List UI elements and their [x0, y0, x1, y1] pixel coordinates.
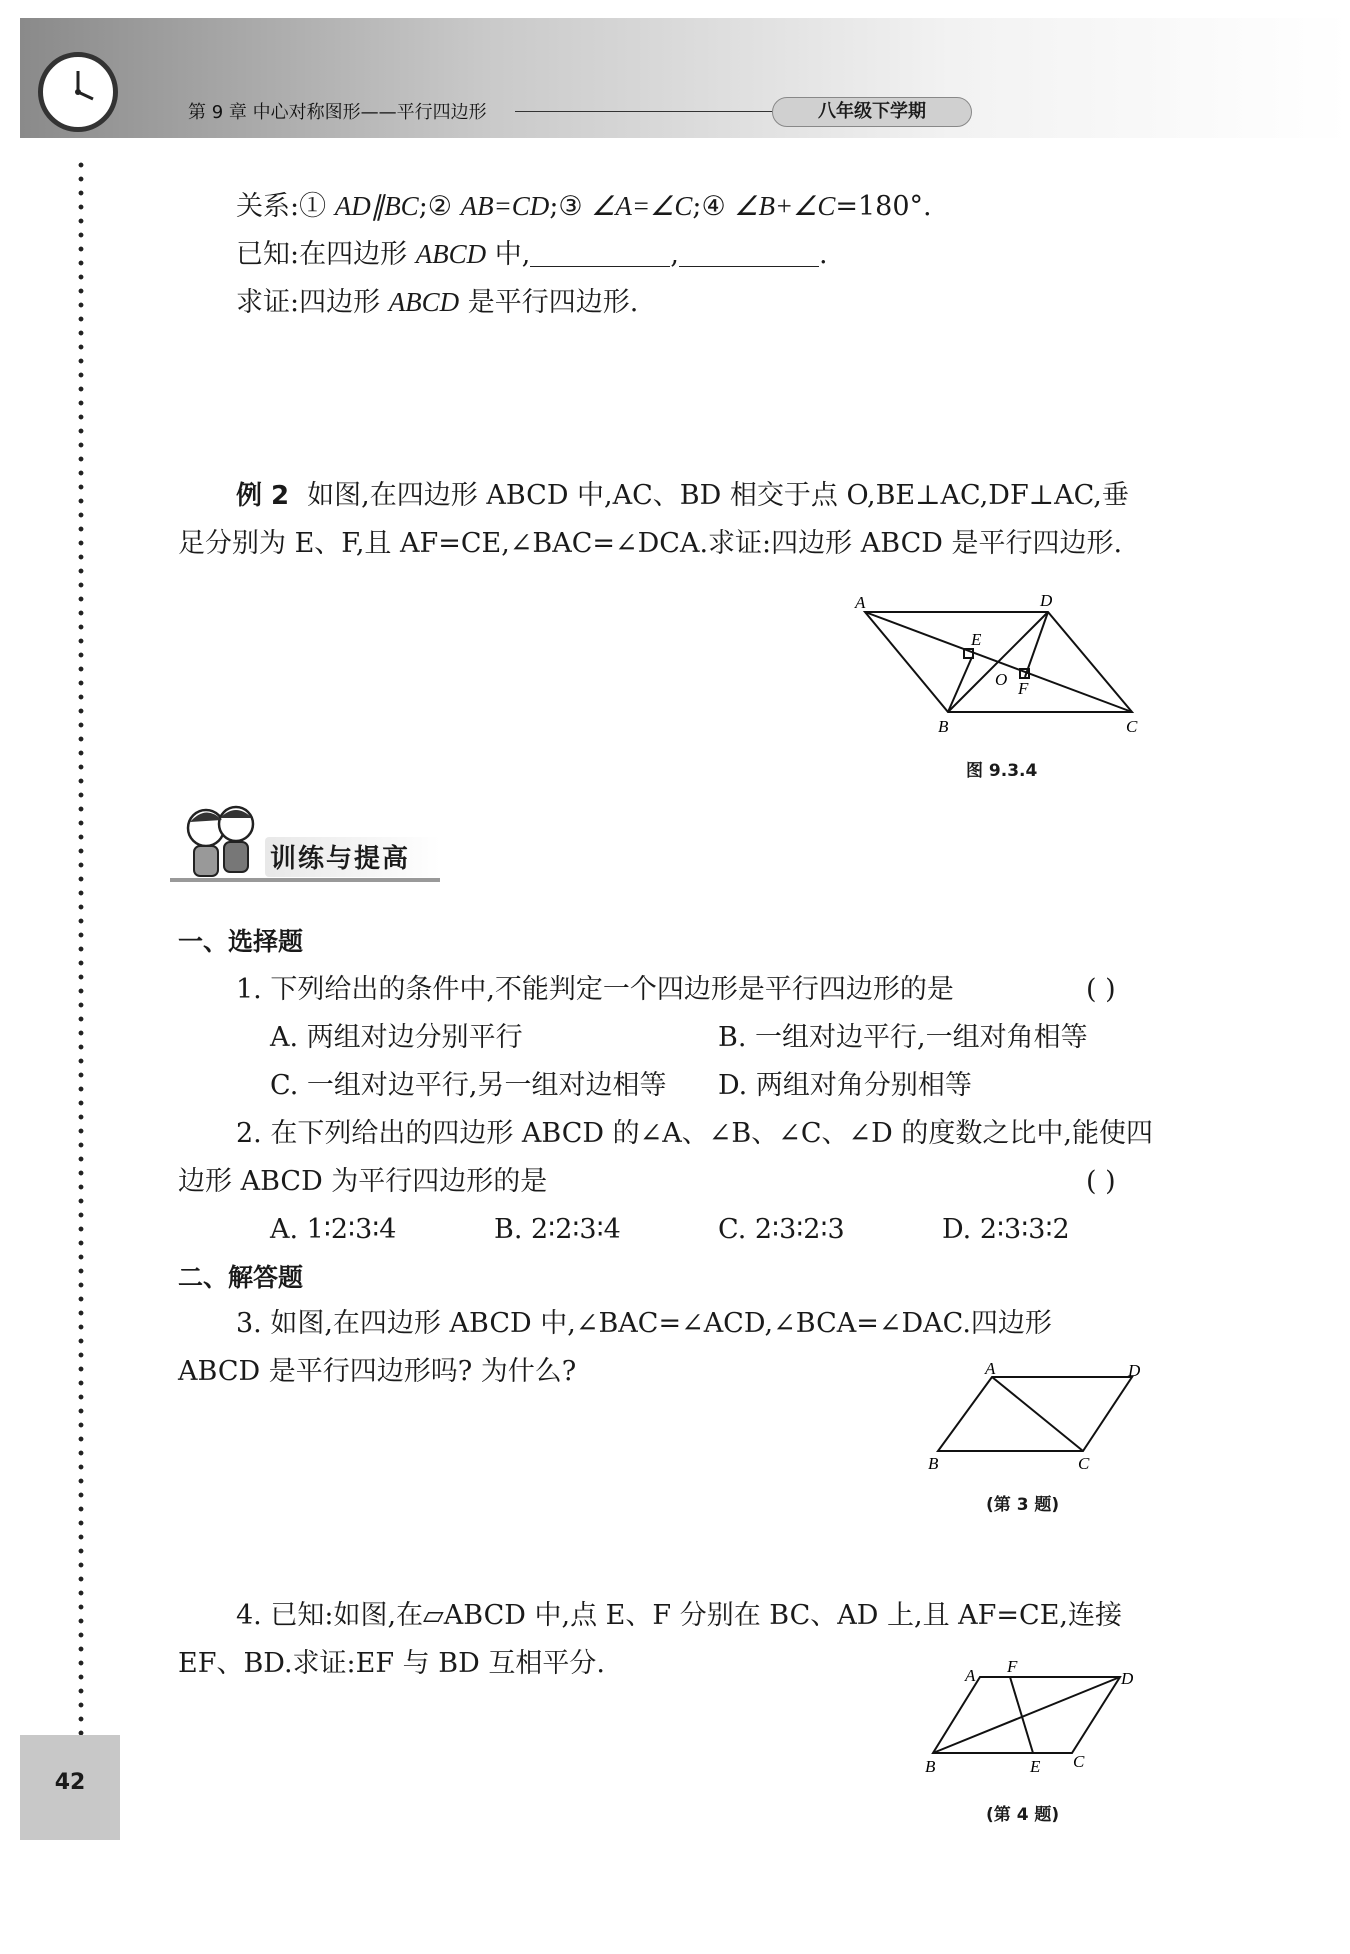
- prove-prefix: 求证:四边形: [236, 287, 389, 318]
- section-banner-underline: [170, 878, 440, 882]
- fig4-label-C: C: [1073, 1752, 1085, 1771]
- prove-tail: 是平行四边形.: [459, 287, 639, 318]
- prove-shape: ABCD: [388, 287, 460, 317]
- fig1-label-D: D: [1040, 591, 1053, 610]
- relations-line: [236, 182, 932, 231]
- header-rule: [515, 111, 777, 112]
- kids-illustration-icon: [178, 800, 278, 890]
- given-line: [236, 230, 828, 279]
- prove-line: [236, 278, 638, 327]
- grade-badge: 八年级下学期: [772, 97, 972, 127]
- figure-q3: [920, 1362, 1150, 1477]
- fig4-label-E: E: [1030, 1757, 1041, 1776]
- fig4-label-A: A: [965, 1666, 976, 1685]
- margin-dotted-line: [78, 158, 84, 1738]
- given-sep: ,: [670, 239, 679, 270]
- relations-label: 关系:: [236, 191, 300, 222]
- clock-logo-icon: [38, 52, 118, 132]
- figure-9-3-4: [850, 590, 1150, 740]
- q3-line2: ABCD 是平行四边形吗? 为什么?: [178, 1356, 577, 1387]
- rel2-math: AB=CD: [460, 191, 550, 221]
- given-end: .: [818, 239, 828, 270]
- fig1-label-F: F: [1018, 679, 1029, 698]
- q3-caption: (第 3 题): [986, 1495, 1060, 1515]
- q4-caption: (第 4 题): [986, 1805, 1060, 1825]
- q1-option-d: D. 两组对角分别相等: [718, 1070, 972, 1101]
- q2-answer-paren[interactable]: ( ): [1086, 1166, 1116, 1197]
- q3-line1: 3. 如图,在四边形 ABCD 中,∠BAC=∠ACD,∠BCA=∠DAC.四边形: [236, 1308, 1052, 1339]
- rel4-math: ∠B+∠C: [734, 191, 836, 221]
- fig3-label-A: A: [985, 1362, 996, 1378]
- rel1-num: ①: [299, 191, 335, 222]
- q2-line1: 2. 在下列给出的四边形 ABCD 的∠A、∠B、∠C、∠D 的度数之比中,能使四: [236, 1118, 1153, 1149]
- chapter-title: 第 9 章 中心对称图形——平行四边形: [188, 102, 487, 123]
- q2-option-a: A. 1∶2∶3∶4: [270, 1214, 397, 1245]
- given-blank-2[interactable]: [679, 236, 819, 267]
- rel3-num: ;③: [549, 191, 592, 222]
- rel2-num: ;②: [418, 191, 461, 222]
- fig1-label-O: O: [995, 670, 1008, 689]
- page-number: 42: [54, 1770, 86, 1795]
- rel1-math: AD∥BC: [334, 191, 419, 221]
- q2-line2: 边形 ABCD 为平行四边形的是: [178, 1166, 548, 1197]
- fig3-label-D: D: [1128, 1362, 1141, 1380]
- fig4-label-F: F: [1007, 1657, 1018, 1676]
- rel4-tail: =180°.: [835, 191, 932, 222]
- given-prefix: 已知:在四边形: [236, 239, 416, 270]
- q2-option-b: B. 2∶2∶3∶4: [494, 1214, 621, 1245]
- section-banner-title: 训练与提高: [270, 844, 411, 874]
- example2-line2: 足分别为 E、F,且 AF=CE,∠BAC=∠DCA.求证:四边形 ABCD 是平行四边形.: [178, 528, 1123, 559]
- q2-option-d: D. 2∶3∶3∶2: [942, 1214, 1070, 1245]
- fig1-label-A: A: [855, 593, 866, 612]
- given-mid: 中,: [486, 239, 531, 270]
- rel4-num: ;④: [692, 191, 735, 222]
- fig4-label-D: D: [1121, 1669, 1134, 1688]
- given-blank-1[interactable]: [530, 236, 670, 267]
- q4-line1: 4. 已知:如图,在▱ABCD 中,点 E、F 分别在 BC、AD 上,且 AF=CE,连接: [236, 1600, 1122, 1631]
- fig1-label-E: E: [971, 630, 982, 649]
- fig1-label-C: C: [1126, 717, 1138, 736]
- fig1-label-B: B: [938, 717, 949, 736]
- figure-q4: [915, 1655, 1155, 1780]
- fig3-label-B: B: [928, 1454, 939, 1473]
- section1-title: 一、选择题: [178, 927, 304, 956]
- q1-option-c: C. 一组对边平行,另一组对边相等: [270, 1070, 667, 1101]
- figure-9-3-4-caption: 图 9.3.4: [966, 761, 1038, 781]
- q1-option-a: A. 两组对边分别平行: [270, 1022, 523, 1053]
- q1-option-b: B. 一组对边平行,一组对角相等: [718, 1022, 1088, 1053]
- q1-answer-paren[interactable]: ( ): [1086, 974, 1116, 1005]
- q1-stem: 1. 下列给出的条件中,不能判定一个四边形是平行四边形的是: [236, 974, 954, 1005]
- rel3-math: ∠A=∠C: [591, 191, 693, 221]
- example2-label: 例 2: [236, 481, 290, 511]
- given-shape: ABCD: [415, 239, 487, 269]
- fig4-label-B: B: [925, 1757, 936, 1776]
- section2-title: 二、解答题: [178, 1263, 304, 1292]
- example2-line1: [236, 472, 1129, 520]
- example2-text1: 如图,在四边形 ABCD 中,AC、BD 相交于点 O,BE⊥AC,DF⊥AC,垂: [307, 480, 1129, 511]
- q4-line2: EF、BD.求证:EF 与 BD 互相平分.: [178, 1648, 605, 1679]
- fig3-label-C: C: [1078, 1454, 1090, 1473]
- q2-option-c: C. 2∶3∶2∶3: [718, 1214, 845, 1245]
